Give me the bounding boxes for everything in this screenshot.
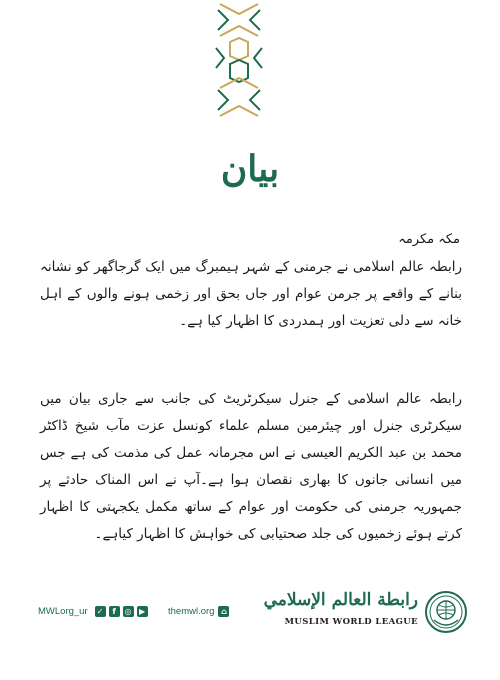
social-links [38,606,148,617]
muslim-world-league-logo [263,588,468,640]
home-icon: ⌂ [218,606,229,617]
social-handle[interactable]: MWLorg_ur [38,606,88,617]
decorative-ornament [208,0,270,122]
website-link[interactable] [168,606,229,617]
globe-seal-icon [424,590,468,634]
statement-paragraph-2 [40,386,462,548]
youtube-icon[interactable]: ▶ [137,606,148,617]
instagram-icon[interactable]: ◎ [123,606,134,617]
dateline: مکہ مکرمہ [398,232,460,247]
statement-paragraph-1 [40,254,462,335]
paragraph-text: رابطہ عالم اسلامی نے جرمنی کے شہر ہیمبرگ میں ایک گرجاگھر کو نشانہ بنانے کے واقعے پر جرمن عوام اور جاں بحق اور زخمی ہونے والوں کے اہل خانہ سے دلی تعزیت اور ہمدردی کا اظہار کیا ہے۔ [40,259,462,329]
twitter-icon[interactable]: ✓ [95,606,106,617]
logo-english-text: MUSLIM WORLD LEAGUE [284,617,418,627]
facebook-icon[interactable]: f [109,606,120,617]
footer [0,584,500,644]
paragraph-text: رابطہ عالم اسلامی کے جنرل سیکرٹریٹ کی جانب سے جاری بیان میں سیکرٹری جنرل اور چیئرمین مسلم علماء کونسل عزت مآب شیخ ڈاکٹر محمد بن عبد الکریم العیسی نے اس مجرمانہ عمل کی مذمت کی ہے جس میں انسانی جانوں کا بھاری نقصان ہوا ہے۔آپ نے اس المناک حادثے پر جمہوریہ جرمنی کی حکومت اور عوام کے ساتھ مکمل یکجہتی کا اظہار کرتے ہوئے زخمیوں کی جلد صحتیابی کی خواہش کا اظہار کیاہے۔ [40,391,462,542]
statement-title: بیان [220,148,280,190]
logo-arabic-text: رابطة العالم الإسلامي [263,590,418,610]
website-text: themwl.org [168,606,215,617]
